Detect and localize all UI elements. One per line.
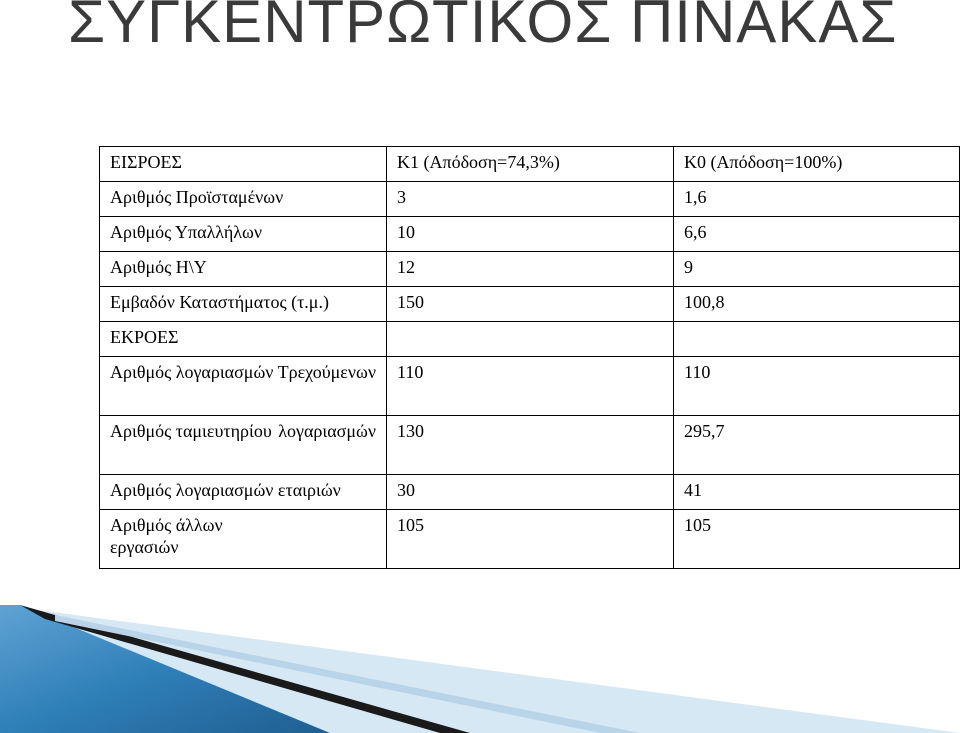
- table-header-row: [100, 147, 960, 182]
- table-row: [100, 510, 960, 569]
- outputs-k0-empty: [674, 322, 960, 357]
- row-label: Αριθμός Προϊσταμένων: [100, 182, 387, 217]
- row-k1: 150: [387, 287, 674, 322]
- table-row: [100, 416, 960, 475]
- row-k1: 130: [387, 416, 674, 475]
- row-k0: 41: [674, 475, 960, 510]
- row-label: Αριθμός Η\Υ: [100, 252, 387, 287]
- row-k0: 295,7: [674, 416, 960, 475]
- row-label-left: Αριθμός λογαριασμών: [110, 362, 274, 382]
- row-k1: 3: [387, 182, 674, 217]
- row-k1: 110: [387, 357, 674, 416]
- row-label-savings-accounts: [100, 416, 387, 475]
- header-k1: Κ1 (Απόδοση=74,3%): [387, 147, 674, 182]
- row-label-left: Αριθμός ταμιευτηρίου: [110, 421, 272, 441]
- summary-table: [99, 146, 960, 569]
- row-k1: 30: [387, 475, 674, 510]
- row-k0: 9: [674, 252, 960, 287]
- decorative-swoosh: [0, 605, 960, 733]
- outputs-section-row: [100, 322, 960, 357]
- row-k0: 6,6: [674, 217, 960, 252]
- table-row: [100, 287, 960, 322]
- row-label: [100, 510, 387, 569]
- table-row: [100, 182, 960, 217]
- outputs-label: ΕΚΡΟΕΣ: [100, 322, 387, 357]
- row-label: Αριθμός Υπαλλήλων: [100, 217, 387, 252]
- row-label-text: Αριθμός άλλων εργασιών: [110, 515, 223, 557]
- row-label-right: Τρεχούμενων: [277, 362, 376, 382]
- row-label-right: λογαριασμών: [278, 421, 376, 441]
- row-label-current-accounts: [100, 357, 387, 416]
- row-k0: 1,6: [674, 182, 960, 217]
- table-row: [100, 475, 960, 510]
- row-k1: 10: [387, 217, 674, 252]
- table-row: [100, 252, 960, 287]
- table-row: [100, 217, 960, 252]
- row-k1: 12: [387, 252, 674, 287]
- outputs-k1-empty: [387, 322, 674, 357]
- row-k0: 105: [674, 510, 960, 569]
- table-row: [100, 357, 960, 416]
- row-label: Εμβαδόν Καταστήματος (τ.μ.): [100, 287, 387, 322]
- row-k1: 105: [387, 510, 674, 569]
- page-title: ΣΥΓΚΕΝΤΡΩΤΙΚΟΣ ΠΙΝΑΚΑΣ: [68, 0, 898, 55]
- row-k0: 100,8: [674, 287, 960, 322]
- header-inputs: ΕΙΣΡΟΕΣ: [100, 147, 387, 182]
- row-label: Αριθμός λογαριασμών εταιριών: [100, 475, 387, 510]
- row-k0: 110: [674, 357, 960, 416]
- header-k0: Κ0 (Απόδοση=100%): [674, 147, 960, 182]
